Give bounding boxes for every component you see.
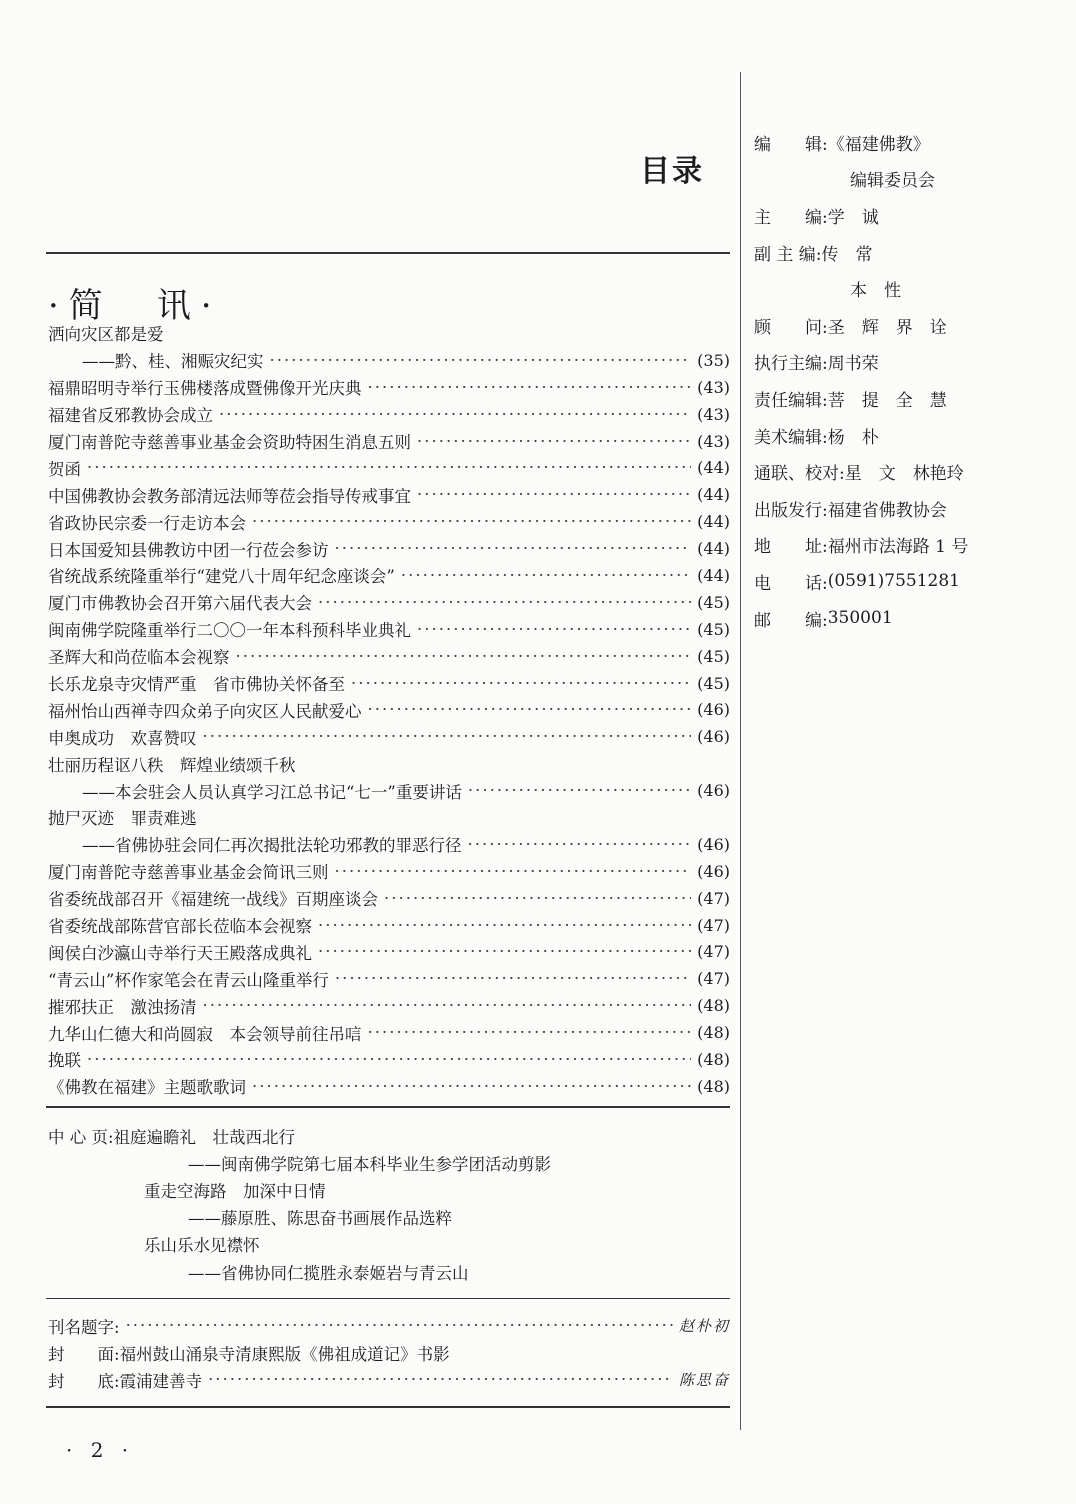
masthead-line	[754, 197, 968, 234]
masthead-label: 地 址:	[754, 537, 828, 558]
toc-entry-page: (46)	[697, 781, 730, 801]
toc-entry-page: (44)	[697, 565, 730, 585]
dot-leader	[351, 674, 691, 693]
toc-entry-title: 福鼎昭明寺举行玉佛楼落成暨佛像开光庆典	[48, 379, 362, 399]
masthead-label: 责任编辑:	[754, 390, 828, 411]
dot-leader	[318, 593, 691, 612]
masthead-label: 通联、校对:	[754, 464, 845, 485]
toc-entry-page: (43)	[697, 404, 730, 424]
center-page-line: ——省佛协同仁揽胜永泰姬岩与青云山	[188, 1263, 469, 1283]
toc-entry-title: 厦门南普陀寺慈善事业基金会资助特困生消息五则	[48, 433, 411, 452]
dot-leader	[417, 620, 691, 639]
rule-after-toc	[46, 1106, 730, 1108]
toc-list	[48, 320, 730, 1100]
masthead-label: 主 编:	[754, 207, 828, 228]
toc-entry-title: 洒向灾区都是爱	[48, 325, 164, 345]
dot-leader	[87, 1050, 691, 1069]
masthead-line	[754, 417, 968, 454]
toc-entry-title: 闽侯白沙瀛山寺举行天王殿落成典礼	[48, 943, 312, 963]
masthead-label: 副 主 编:	[754, 244, 822, 265]
rule-after-center	[46, 1298, 730, 1299]
dot-leader	[335, 862, 692, 881]
credit-line	[48, 1366, 730, 1393]
toc-entry-page: (46)	[697, 861, 730, 881]
toc-entry	[48, 1073, 730, 1100]
toc-entry-page: (44)	[697, 512, 730, 532]
rule-top	[46, 252, 730, 254]
credit-label: 封 底:	[48, 1371, 120, 1391]
toc-entry	[48, 535, 730, 562]
toc-entry-title: 抛尸灭迹 罪责难逃	[48, 809, 197, 829]
masthead-line	[754, 600, 968, 637]
toc-entry	[48, 401, 730, 428]
dot-leader	[368, 378, 692, 397]
masthead-line	[754, 453, 968, 490]
masthead-line	[754, 234, 968, 271]
toc-entry	[48, 347, 730, 374]
section-heading: ·简 讯·	[48, 286, 222, 326]
masthead-line	[754, 490, 968, 527]
toc-entry-page: (46)	[697, 727, 730, 747]
toc-entry	[48, 777, 730, 804]
toc-entry-page: (47)	[697, 915, 730, 935]
dot-leader	[318, 942, 691, 961]
toc-entry	[48, 965, 730, 992]
center-page-line: ——闽南佛学院第七届本科毕业生参学团活动剪影	[188, 1154, 551, 1174]
page-number: · 2 ·	[66, 1438, 135, 1462]
masthead-line	[754, 124, 968, 161]
toc-entry	[48, 1019, 730, 1046]
toc-entry	[48, 643, 730, 670]
masthead-label: 编 辑:	[754, 134, 828, 155]
toc-entry-title: 挽联	[48, 1051, 81, 1071]
masthead-label: 执行主编:	[754, 354, 828, 375]
toc-entry-title: 省委统战部陈营官部长莅临本会视察	[48, 917, 312, 937]
toc-entry-title: 日本国爱知县佛教访中团一行莅会参访	[48, 540, 329, 560]
toc-entry	[48, 831, 730, 858]
masthead-value: (0591)7551281	[827, 571, 960, 592]
dot-leader	[468, 835, 692, 854]
dot-leader	[468, 781, 691, 800]
masthead-line	[754, 307, 968, 344]
center-page-line: 中 心 页:祖庭遍瞻礼 壮哉西北行	[48, 1127, 296, 1147]
dot-leader	[203, 996, 692, 1015]
dot-leader	[401, 566, 691, 585]
toc-entry-page: (48)	[697, 1049, 730, 1069]
masthead-line	[754, 161, 968, 198]
toc-entry-title: 省委统战部召开《福建统一战线》百期座谈会	[48, 890, 378, 910]
masthead-line	[754, 344, 968, 381]
toc-entry	[48, 885, 730, 912]
column-divider	[740, 72, 741, 1430]
dot-leader	[417, 485, 691, 504]
credit-line	[48, 1339, 730, 1366]
toc-entry-page: (48)	[697, 1076, 730, 1096]
masthead-value: 菩 提 全 慧	[827, 390, 947, 411]
toc-entry-page: (35)	[697, 350, 730, 370]
toc-entry-title: 九华山仁德大和尚圆寂 本会领导前往吊唁	[48, 1024, 362, 1044]
masthead-value: 周书荣	[827, 354, 879, 375]
toc-entry-page: (43)	[697, 431, 730, 451]
toc-entry-page: (46)	[697, 834, 730, 854]
masthead-line	[754, 527, 968, 564]
dot-leader	[252, 1077, 691, 1096]
dot-leader	[252, 512, 691, 531]
toc-entry-title: 厦门市佛教协会召开第六届代表大会	[48, 594, 312, 614]
toc-entry	[48, 481, 730, 508]
toc-entry-title: 闽南佛学院隆重举行二〇〇一年本科预科毕业典礼	[48, 621, 411, 641]
dot-leader	[219, 405, 691, 424]
toc-entry	[48, 804, 730, 831]
toc-entry-page: (44)	[697, 539, 730, 559]
masthead-label: 邮 编:	[754, 610, 828, 631]
toc-entry	[48, 696, 730, 723]
toc-entry-title: 省政协民宗委一行走访本会	[48, 513, 246, 533]
masthead-value: 编辑委员会	[850, 171, 935, 192]
toc-entry	[48, 320, 730, 347]
masthead-value: 福州市法海路 1 号	[827, 537, 969, 558]
center-page-line: ——藤原胜、陈思奋书画展作品选粹	[188, 1209, 452, 1229]
masthead-value: 350001	[827, 608, 893, 629]
credit-name: 赵朴初	[678, 1317, 730, 1335]
toc-entry-title: 申奥成功 欢喜赞叹	[48, 728, 197, 748]
toc-entry	[48, 1046, 730, 1073]
toc-entry-title: 福建省反邪教协会成立	[48, 406, 213, 426]
toc-entry-page: (47)	[697, 969, 730, 989]
masthead-value: 《福建佛教》	[827, 134, 930, 155]
toc-entry	[48, 938, 730, 965]
toc-entry-title: 壮丽历程讴八秩 辉煌业绩颂千秋	[48, 755, 296, 775]
dot-leader	[126, 1316, 673, 1335]
toc-entry	[48, 589, 730, 616]
toc-entry-title: 长乐龙泉寺灾情严重 省市佛协关怀备至	[48, 675, 345, 695]
masthead-value: 传 常	[821, 244, 873, 265]
toc-entry	[48, 562, 730, 589]
masthead-line	[754, 380, 968, 417]
toc-entry-title: 圣辉大和尚莅临本会视察	[48, 648, 230, 668]
dot-leader	[203, 727, 692, 746]
masthead-value: 本 性	[850, 281, 901, 302]
toc-entry	[48, 723, 730, 750]
toc-entry	[48, 858, 730, 885]
masthead-value: 福建省佛教协会	[827, 500, 947, 521]
credit-label: 刊名题字:	[48, 1317, 120, 1337]
toc-entry-title: 摧邪扶正 激浊扬清	[48, 997, 197, 1017]
masthead-value: 星 文 林艳玲	[844, 464, 964, 485]
toc-entry	[48, 750, 730, 777]
masthead-label: 电 话:	[754, 573, 828, 594]
masthead-label: 顾 问:	[754, 317, 828, 338]
toc-entry	[48, 992, 730, 1019]
masthead-value: 杨 朴	[827, 427, 879, 448]
credit-line	[48, 1312, 730, 1339]
toc-entry-page: (47)	[697, 942, 730, 962]
center-page-line: 乐山乐水见襟怀	[144, 1236, 260, 1256]
toc-entry-page: (48)	[697, 1023, 730, 1043]
credit-value: 福州鼓山涌泉寺清康熙版《佛祖成道记》书影	[119, 1344, 450, 1364]
masthead-line	[754, 270, 968, 307]
center-page-line: 重走空海路 加深中日情	[144, 1181, 326, 1201]
credit-name: 陈思奋	[678, 1371, 730, 1389]
toc-entry	[48, 374, 730, 401]
toc-entry-title: 省统战系统隆重举行“建党八十周年纪念座谈会”	[48, 567, 395, 587]
dot-leader	[384, 889, 691, 908]
dot-leader	[318, 916, 691, 935]
credits	[48, 1312, 730, 1393]
toc-entry-page: (44)	[697, 458, 730, 478]
toc-entry	[48, 912, 730, 939]
toc-entry-page: (44)	[697, 485, 730, 505]
toc-entry-title: 贺函	[48, 459, 81, 479]
rule-bottom	[46, 1406, 730, 1408]
masthead-line	[754, 563, 968, 600]
toc-entry-title: ——黔、桂、湘赈灾纪实	[82, 352, 264, 372]
toc-entry-page: (45)	[697, 673, 730, 693]
toc-entry-page: (48)	[697, 996, 730, 1016]
toc-entry	[48, 616, 730, 643]
dot-leader	[335, 539, 692, 558]
dot-leader	[417, 432, 691, 451]
toc-entry	[48, 508, 730, 535]
masthead-value: 圣 辉 界 诠	[827, 317, 947, 338]
toc-entry-title: ——省佛协驻会同仁再次揭批法轮功邪教的罪恶行径	[82, 836, 462, 856]
toc-entry-page: (47)	[697, 888, 730, 908]
dot-leader	[368, 700, 692, 719]
toc-entry-page: (45)	[697, 619, 730, 639]
dot-leader	[270, 351, 692, 370]
credit-value: 霞浦建善寺	[119, 1371, 203, 1391]
toc-entry-page: (45)	[697, 592, 730, 612]
toc-entry-title: ——本会驻会人员认真学习江总书记“七一”重要讲话	[82, 782, 462, 802]
toc-entry-title: 厦门南普陀寺慈善事业基金会简讯三则	[48, 863, 329, 883]
dot-leader	[368, 1023, 692, 1042]
toc-entry-page: (46)	[697, 700, 730, 720]
toc-entry-page: (43)	[697, 377, 730, 397]
masthead	[754, 124, 968, 636]
dot-leader	[236, 647, 692, 666]
masthead-label: 出版发行:	[754, 500, 828, 521]
masthead-label: 美术编辑:	[754, 427, 828, 448]
toc-entry-title: 中国佛教协会教务部清远法师等莅会指导传戒事宜	[48, 486, 411, 506]
dot-leader	[335, 969, 691, 988]
dot-leader	[208, 1370, 673, 1389]
toc-entry-page: (45)	[697, 646, 730, 666]
credit-label: 封 面:	[48, 1344, 120, 1364]
toc-entry-title: 《佛教在福建》主题歌歌词	[48, 1078, 246, 1098]
toc-entry-title: 福州怡山西禅寺四众弟子向灾区人民献爱心	[48, 701, 362, 721]
masthead-value: 学 诚	[827, 207, 879, 228]
page-title: 目录	[640, 154, 704, 189]
toc-entry-title: “青云山”杯作家笔会在青云山隆重举行	[48, 970, 329, 990]
toc-entry	[48, 670, 730, 697]
center-pages	[48, 1122, 730, 1285]
toc-entry	[48, 454, 730, 481]
toc-entry	[48, 428, 730, 455]
dot-leader	[87, 458, 691, 477]
